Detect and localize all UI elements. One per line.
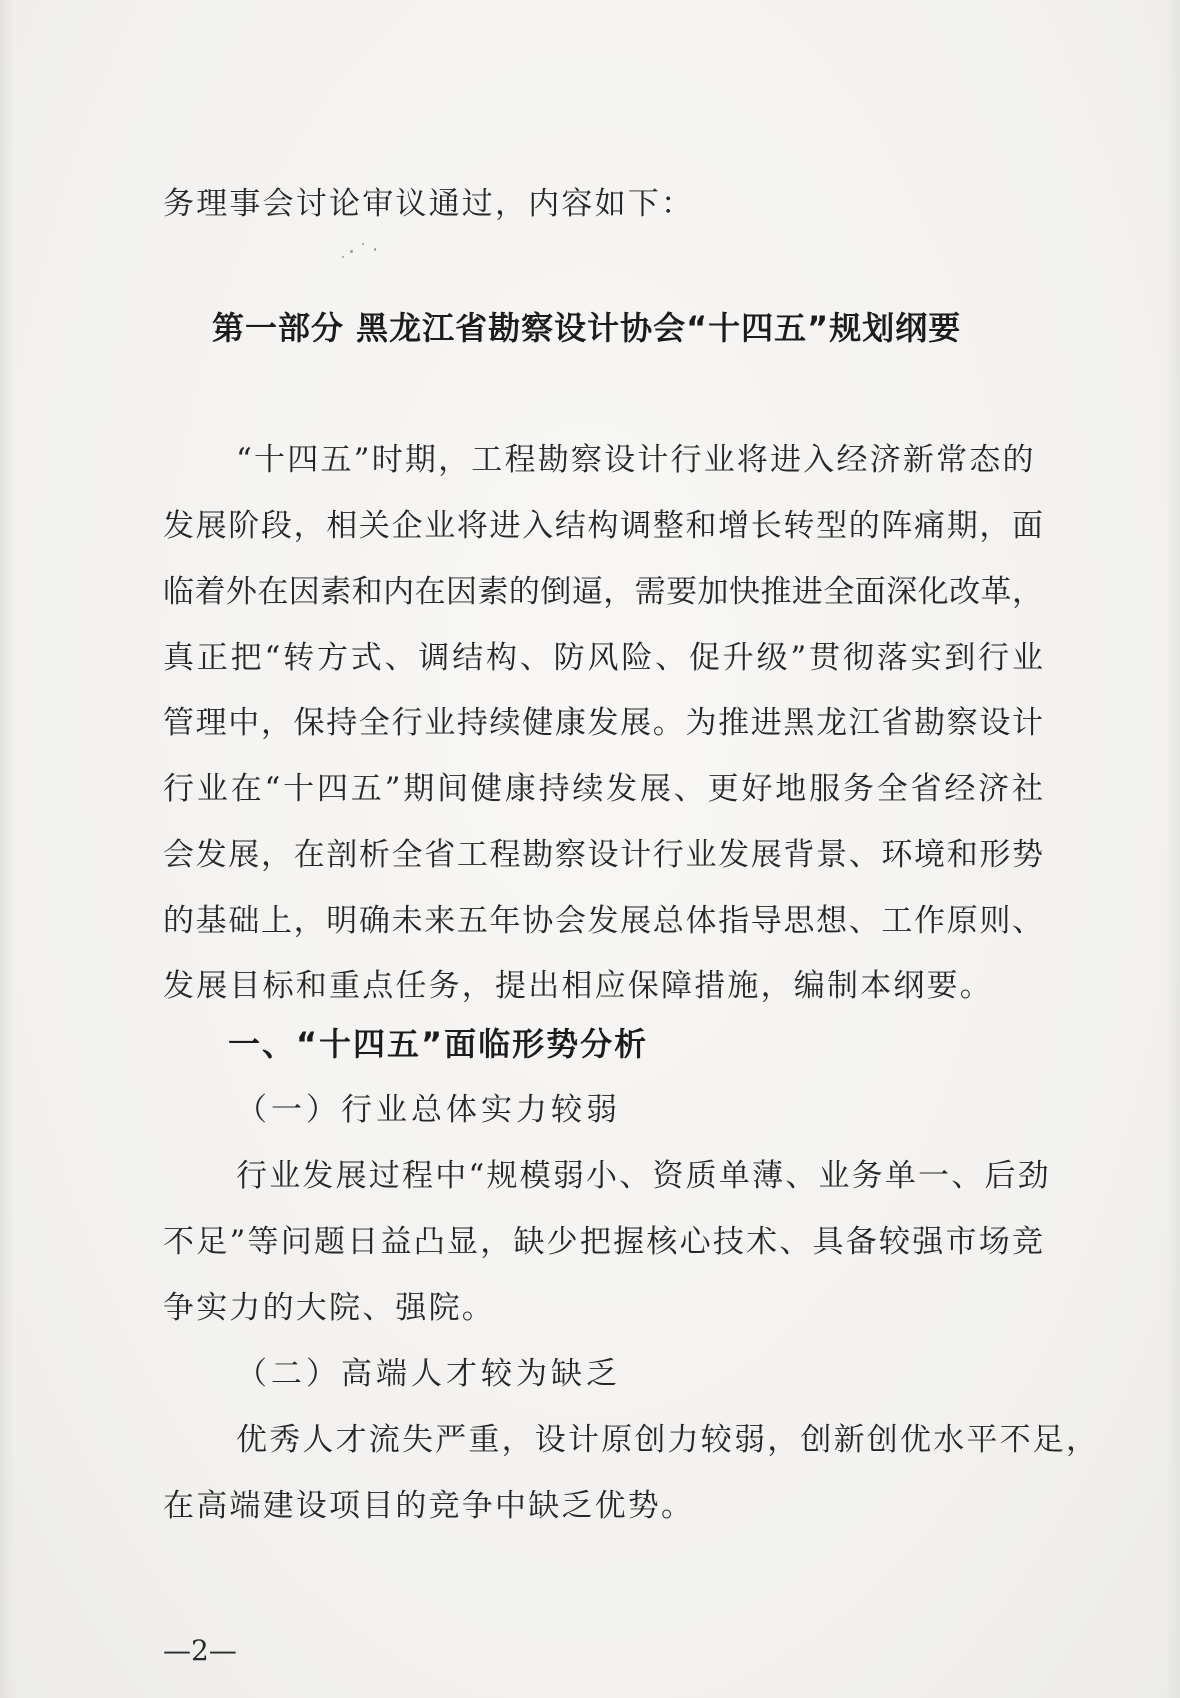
scan-speck — [350, 250, 353, 253]
scan-speck — [362, 243, 364, 245]
page-number: —2— — [163, 1634, 237, 1667]
opening-line: 务理事会讨论审议通过，内容如下： — [163, 186, 695, 222]
subsection-line: 争实力的大院、强院。 — [163, 1290, 495, 1326]
scan-speck — [374, 248, 376, 251]
subsection-line: 不足”等问题日益凸显，缺少把握核心技术、具备较强市场竞 — [163, 1224, 1043, 1260]
intro-paragraph-line: 管理中，保持全行业持续健康发展。为推进黑龙江省勘察设计 — [163, 705, 1043, 741]
scan-edge-right — [1166, 0, 1180, 1698]
intro-paragraph-line: 真正把“转方式、调结构、防风险、促升级”贯彻落实到行业 — [163, 640, 1043, 676]
intro-paragraph-line: 发展阶段，相关企业将进入结构调整和增长转型的阵痛期，面 — [163, 508, 1043, 544]
intro-paragraph-line: “十四五”时期，工程勘察设计行业将进入经济新常态的 — [236, 442, 1036, 478]
intro-paragraph-line: 临着外在因素和内在因素的倒逼，需要加快推进全面深化改革， — [163, 574, 1043, 610]
scan-speck — [342, 256, 344, 258]
subsection-line: 优秀人才流失严重，设计原创力较弱，创新创优水平不足， — [236, 1422, 1100, 1458]
intro-paragraph-line: 发展目标和重点任务，提出相应保障措施，编制本纲要。 — [163, 968, 993, 1004]
subsection-line: 行业发展过程中“规模弱小、资质单薄、业务单一、后劲 — [236, 1158, 1051, 1194]
scan-edge-left — [0, 0, 14, 1698]
intro-paragraph-line: 会发展，在剖析全省工程勘察设计行业发展背景、环境和形势 — [163, 837, 1043, 873]
intro-paragraph-line: 的基础上，明确未来五年协会发展总体指导思想、工作原则、 — [163, 903, 1043, 939]
section-heading: 一、“十四五”面临形势分析 — [228, 1025, 649, 1063]
subsection-title: （二）高端人才较为缺乏 — [236, 1356, 621, 1392]
part-title: 第一部分 黑龙江省勘察设计协会“十四五”规划纲要 — [212, 309, 962, 347]
subsection-title: （一）行业总体实力较弱 — [236, 1092, 621, 1128]
intro-paragraph-line: 行业在“十四五”期间健康持续发展、更好地服务全省经济社 — [163, 771, 1043, 807]
subsection-line: 在高端建设项目的竞争中缺乏优势。 — [163, 1488, 695, 1524]
